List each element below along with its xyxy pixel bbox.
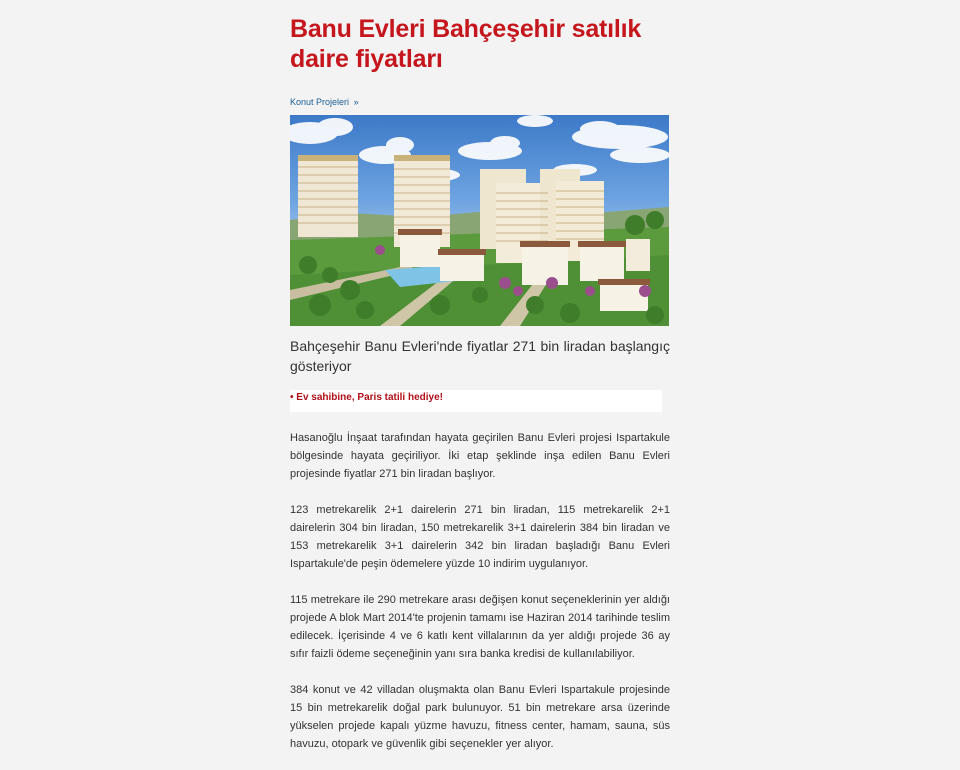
promo-banner[interactable] [290, 390, 662, 412]
article-title: Banu Evleri Bahçeşehir satılık daire fiyatları [290, 15, 642, 73]
hero-image [290, 115, 669, 326]
body-paragraph: 384 konut ve 42 villadan oluşmakta olan Banu Evleri Ispartakule projesinde 15 bin metrekarelik doğal park bulunuyor. 51 bin metrekare arsa üzerinde yükselen projede kapalı yüzme havuzu, fitness center, hamam, sauna, süs havuzu, otopark ve güvenlik gibi seçenekler yer alıyor. [290, 684, 670, 750]
article [290, 0, 670, 753]
article-body [290, 429, 670, 753]
article-summary: Bahçeşehir Banu Evleri'nde fiyatlar 271 bin liradan başlangıç gösteriyor [290, 338, 670, 374]
promo-text: • Ev sahibine, Paris tatili hediye! [290, 392, 443, 403]
breadcrumb-link-konut-projeleri[interactable] [290, 96, 359, 108]
residential-complex-rendering [290, 115, 669, 326]
breadcrumb [290, 74, 670, 110]
body-paragraph: 123 metrekarelik 2+1 dairelerin 271 bin liradan, 115 metrekarelik 2+1 dairelerin 304 bin liradan, 150 metrekarelik 3+1 dairelerin 384 bin liradan ve 153 metrekarelik 3+1 dairelerin 342 bin liradan başladığı Banu Evleri Ispartakule'de peşin ödemelere yüzde 10 indirim uygulanıyor. [290, 504, 670, 570]
double-chevron-right-icon: » [353, 97, 359, 107]
body-paragraph: Hasanoğlu İnşaat tarafından hayata geçirilen Banu Evleri projesi Ispartakule bölgesinde hayata geçiriliyor. İki etap şeklinde inşa edilen Banu Evleri projesinde fiyatlar 271 bin liradan başlıyor. [290, 432, 670, 480]
body-paragraph: 115 metrekare ile 290 metrekare arası değişen konut seçeneklerinin yer aldığı projede A blok Mart 2014'te projenin tamamı ise Haziran 2014 tarihinde teslim edilecek. İçerisinde 4 ve 6 katlı kent villalarının da yer aldığı projede 36 ay sıfır faizli ödeme seçeneğinin yanı sıra banka kredisi de kullanılabiliyor. [290, 594, 670, 660]
breadcrumb-label: Konut Projeleri [290, 97, 350, 107]
